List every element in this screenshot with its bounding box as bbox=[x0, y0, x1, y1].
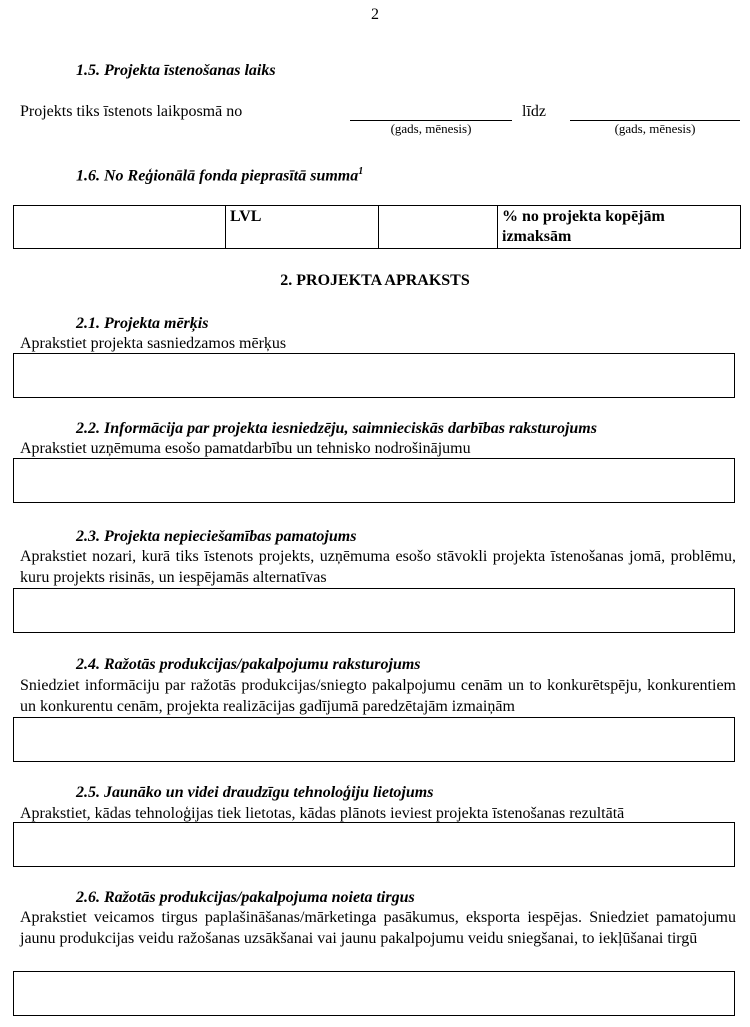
fund-amount-table bbox=[13, 205, 741, 249]
section-2-2-textbox[interactable] bbox=[13, 458, 735, 503]
until-label: līdz bbox=[522, 103, 546, 120]
section-2-3-heading: 2.3. Projekta nepieciešamības pamatojums bbox=[76, 528, 357, 545]
section-2-1-instruction: Aprakstiet projekta sasniedzamos mērķus bbox=[20, 335, 287, 352]
section-2-4-textbox[interactable] bbox=[13, 717, 735, 762]
section-2-1-textbox[interactable] bbox=[13, 353, 735, 398]
start-date-caption: (gads, mēnesis) bbox=[390, 121, 472, 136]
section-2-5-instruction: Aprakstiet, kādas tehnoloģijas tiek lietotas, kādas plānots ieviest projekta īstenošanas rezultātā bbox=[20, 805, 625, 822]
section-2-6-instruction: Aprakstiet veicamos tirgus paplašināšanas/mārketinga pasākumus, eksporta iespējas. Sniedziet pamatojumu jaunu produkcijas veidu ražošanas uzsākšanai vai jaunu pakalpojumu veidu sniegšanai, to iekļūšanai tirgū bbox=[20, 909, 736, 947]
section-2-5-heading: 2.5. Jaunāko un videi draudzīgu tehnoloģiju lietojums bbox=[76, 784, 434, 801]
section-2-2-instruction: Aprakstiet uzņēmuma esošo pamatdarbību un tehnisko nodrošinājumu bbox=[20, 440, 471, 457]
section-2-4-heading: 2.4. Ražotās produkcijas/pakalpojumu raksturojums bbox=[76, 656, 421, 673]
section-1-5-heading: 1.5. Projekta īstenošanas laiks bbox=[76, 62, 276, 79]
footnote-mark: 1 bbox=[358, 166, 364, 177]
section-1-6-heading-text: 1.6. No Reģionālā fonda pieprasītā summa bbox=[76, 167, 359, 185]
section-1-6-heading bbox=[76, 166, 363, 185]
section-2-3-textbox[interactable] bbox=[13, 588, 735, 633]
section-2-2-heading: 2.2. Informācija par projekta iesniedzēju, saimnieciskās darbības raksturojums bbox=[76, 420, 597, 437]
period-sentence: Projekts tiks īstenots laikposmā no bbox=[20, 103, 243, 120]
page-number: 2 bbox=[371, 6, 379, 23]
percent-label: % no projekta kopējām izmaksām bbox=[498, 206, 741, 249]
section-2-6-heading: 2.6. Ražotās produkcijas/pakalpojuma noieta tirgus bbox=[76, 889, 415, 906]
section-2-3-instruction: Aprakstiet nozari, kurā tiks īstenots projekts, uzņēmuma esošo stāvokli projekta īstenošanas jomā, problēmu, kuru projekts risinās, un iespējamās alternatīvas bbox=[20, 548, 736, 586]
end-date-caption: (gads, mēnesis) bbox=[614, 121, 696, 136]
section-2-title: 2. PROJEKTA APRAKSTS bbox=[280, 272, 470, 289]
percent-input[interactable] bbox=[379, 206, 498, 249]
section-2-6-textbox[interactable] bbox=[13, 971, 735, 1016]
amount-lvl-input[interactable] bbox=[14, 206, 226, 249]
section-2-4-instruction: Sniedziet informāciju par ražotās produkcijas/sniegto pakalpojumu cenām un to konkurētspēju, konkurentiem un konkurentu cenām, projekta realizācijas gadījumā paredzētajām izmaiņām bbox=[20, 677, 736, 715]
section-2-5-textbox[interactable] bbox=[13, 822, 735, 867]
lvl-label: LVL bbox=[226, 206, 379, 249]
section-2-1-heading: 2.1. Projekta mērķis bbox=[76, 315, 209, 332]
